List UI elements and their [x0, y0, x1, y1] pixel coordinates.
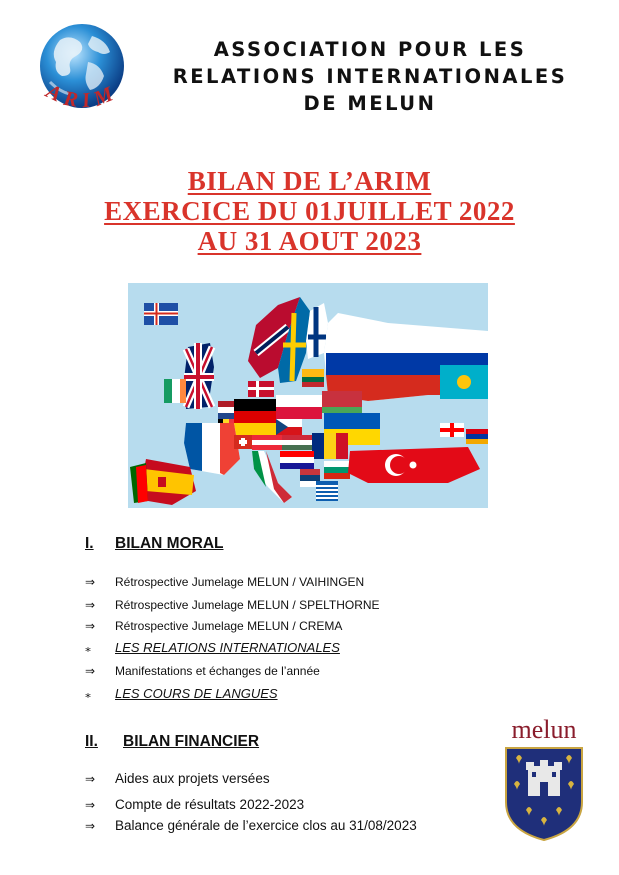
list-item: ⁎ LES RELATIONS INTERNATIONALES — [85, 640, 340, 655]
logo-text: ARIM — [42, 78, 122, 113]
section-label: BILAN MORAL — [115, 535, 224, 552]
list-item: ⇒ Rétrospective Jumelage MELUN / VAIHINGEN — [85, 575, 365, 589]
section-bilan-financier-heading — [85, 733, 259, 751]
section-number: I. — [85, 535, 94, 552]
org-line-3: DE MELUN — [303, 92, 437, 115]
list-item: ⇒ Aides aux projets versées — [85, 769, 270, 789]
europe-flags-map — [128, 283, 488, 508]
title-line-2: EXERCICE DU 01JUILLET 2022 — [104, 196, 515, 226]
organization-name — [140, 36, 600, 117]
org-line-2: RELATIONS INTERNATIONALES — [172, 65, 568, 88]
list-item: ⇒ Rétrospective Jumelage MELUN / SPELTHORNE — [85, 598, 380, 612]
document-title — [20, 166, 599, 256]
arrow-bullet-icon: ⇒ — [85, 664, 96, 678]
arrow-bullet-icon: ⇒ — [85, 798, 96, 812]
section-label: BILAN FINANCIER — [123, 733, 260, 750]
list-item: ⇒ Rétrospective Jumelage MELUN / CREMA — [85, 619, 343, 633]
arrow-bullet-icon: ⇒ — [85, 598, 96, 612]
section-bilan-moral-heading — [85, 535, 224, 553]
arim-logo — [30, 22, 132, 117]
arrow-bullet-icon: ⇒ — [85, 619, 96, 633]
section-number: II. — [85, 733, 98, 750]
arrow-bullet-icon: ⇒ — [85, 772, 96, 786]
list-item: ⇒ Manifestations et échanges de l’année — [85, 664, 320, 678]
asterisk-bullet-icon: ⁎ — [85, 687, 91, 701]
list-item: ⇒ Compte de résultats 2022-2023 — [85, 795, 304, 815]
title-line-3: AU 31 AOUT 2023 — [197, 226, 422, 256]
org-line-1: ASSOCIATION POUR LES — [213, 38, 527, 61]
list-item: ⁎ LES COURS DE LANGUES — [85, 686, 278, 701]
svg-text:ARIM — [41, 78, 122, 113]
arrow-bullet-icon: ⇒ — [85, 575, 96, 589]
melun-crest-logo — [498, 714, 590, 842]
asterisk-bullet-icon: ⁎ — [85, 641, 91, 655]
arrow-bullet-icon: ⇒ — [85, 819, 96, 833]
crest-text: melun — [511, 715, 577, 744]
title-line-1: BILAN DE L’ARIM — [187, 166, 432, 196]
list-item: ⇒ Balance générale de l’exercice clos au 31/08/2023 — [85, 816, 417, 836]
